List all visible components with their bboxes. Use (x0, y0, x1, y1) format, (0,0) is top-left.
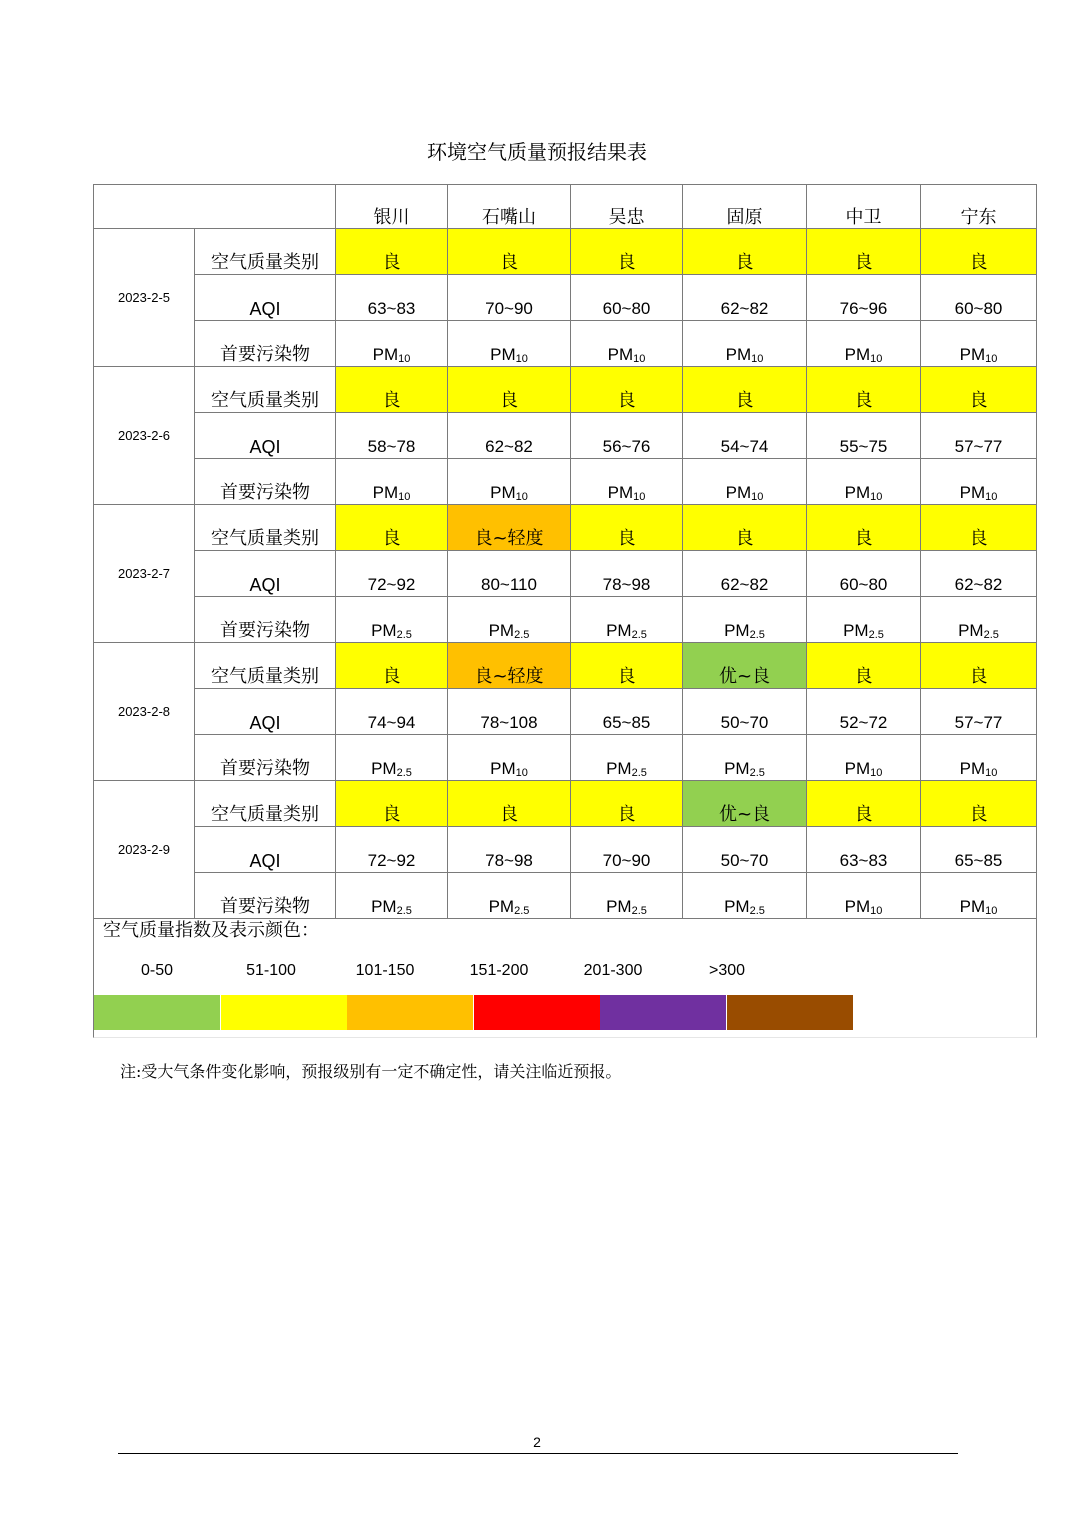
row-label-pollutant: 首要污染物 (195, 459, 336, 505)
pollutant-subscript: 10 (515, 491, 528, 503)
city-header: 石嘴山 (448, 185, 571, 229)
aqi-cell: 72~92 (336, 827, 448, 873)
pollutant-cell: $PM_{2.5}$ (448, 873, 571, 919)
category-cell: 良 (448, 229, 571, 275)
pollutant-subscript: 10 (515, 767, 528, 779)
pollutant-subscript: 2.5 (631, 767, 647, 779)
pollutant-cell: $PM_{10}$ (921, 735, 1037, 781)
legend-color-swatch (347, 995, 473, 1030)
category-cell: 良~轻度 (448, 643, 571, 689)
pollutant-cell: $PM_{2.5}$ (683, 597, 807, 643)
city-header: 中卫 (807, 185, 921, 229)
pollutant-subscript: 10 (985, 767, 998, 779)
city-header: 吴忠 (571, 185, 683, 229)
legend-range-label: >300 (708, 962, 746, 979)
pollutant-subscript: 10 (633, 491, 646, 503)
aqi-cell: 56~76 (571, 413, 683, 459)
row-label-aqi: AQI (195, 551, 336, 597)
aqi-cell: 57~77 (921, 413, 1037, 459)
category-cell: 良 (336, 229, 448, 275)
pollutant-subscript: 10 (870, 905, 883, 917)
pollutant-cell: $PM_{2.5}$ (683, 735, 807, 781)
pollutant-cell: $PM_{10}$ (921, 321, 1037, 367)
aqi-legend (93, 906, 1037, 1038)
pollutant-subscript: 10 (985, 353, 998, 365)
legend-color-swatch (600, 995, 726, 1030)
aqi-cell: 78~98 (571, 551, 683, 597)
pollutant-subscript: 10 (633, 353, 646, 365)
pollutant-cell: $PM_{10}$ (807, 735, 921, 781)
aqi-cell: 60~80 (571, 275, 683, 321)
aqi-cell: 78~108 (448, 689, 571, 735)
pollutant-cell: $PM_{10}$ (683, 459, 807, 505)
date-cell: 2023-2-6 (94, 367, 195, 505)
forecast-table (93, 184, 1037, 919)
legend-range-label: 151-200 (469, 962, 529, 979)
category-cell: 良 (571, 229, 683, 275)
pollutant-cell: $PM_{10}$ (448, 735, 571, 781)
aqi-cell: 62~82 (683, 551, 807, 597)
forecast-note: 注:受大气条件变化影响，预报级别有一定不确定性，请关注临近预报。 (120, 1062, 622, 1081)
row-label-aqi: AQI (195, 275, 336, 321)
pollutant-subscript: 10 (751, 491, 764, 503)
date-cell: 2023-2-8 (94, 643, 195, 781)
row-label-aqi: AQI (195, 827, 336, 873)
category-cell: 良 (921, 505, 1037, 551)
category-row (94, 781, 1037, 827)
category-cell: 良 (683, 367, 807, 413)
aqi-cell: 63~83 (336, 275, 448, 321)
pollutant-subscript: 2.5 (749, 629, 765, 641)
category-cell: 良 (448, 781, 571, 827)
category-row (94, 229, 1037, 275)
pollutant-subscript: 2.5 (983, 629, 999, 641)
row-label-pollutant: 首要污染物 (195, 597, 336, 643)
date-cell: 2023-2-7 (94, 505, 195, 643)
legend-range-label: 101-150 (355, 962, 415, 979)
aqi-row (94, 275, 1037, 321)
category-cell: 良~轻度 (448, 505, 571, 551)
row-label-pollutant: 首要污染物 (195, 735, 336, 781)
pollutant-subscript: 2.5 (396, 629, 412, 641)
city-header: 银川 (336, 185, 448, 229)
city-header: 宁东 (921, 185, 1037, 229)
pollutant-cell: $PM_{10}$ (807, 873, 921, 919)
pollutant-subscript: 10 (870, 353, 883, 365)
category-cell: 良 (336, 505, 448, 551)
pollutant-cell: $PM_{10}$ (336, 459, 448, 505)
category-cell: 良 (921, 367, 1037, 413)
aqi-cell: 62~82 (683, 275, 807, 321)
row-label-category: 空气质量类别 (195, 643, 336, 689)
pollutant-cell: $PM_{2.5}$ (807, 597, 921, 643)
pollutant-cell: $PM_{10}$ (571, 321, 683, 367)
page-number: 2 (533, 1434, 541, 1450)
category-row (94, 367, 1037, 413)
category-cell: 良 (807, 367, 921, 413)
aqi-cell: 62~82 (921, 551, 1037, 597)
pollutant-row (94, 597, 1037, 643)
aqi-cell: 60~80 (807, 551, 921, 597)
aqi-cell: 62~82 (448, 413, 571, 459)
pollutant-cell: $PM_{2.5}$ (921, 597, 1037, 643)
category-cell: 良 (807, 643, 921, 689)
pollutant-cell: $PM_{10}$ (571, 459, 683, 505)
row-label-category: 空气质量类别 (195, 229, 336, 275)
category-cell: 良 (921, 229, 1037, 275)
category-cell: 良 (921, 781, 1037, 827)
legend-color-swatch (727, 995, 853, 1030)
category-cell: 优~良 (683, 643, 807, 689)
row-label-pollutant: 首要污染物 (195, 873, 336, 919)
aqi-cell: 57~77 (921, 689, 1037, 735)
category-cell: 良 (336, 643, 448, 689)
header-row (94, 185, 1037, 229)
header-corner (94, 185, 336, 229)
pollutant-subscript: 10 (751, 353, 764, 365)
category-row (94, 505, 1037, 551)
pollutant-subscript: 10 (515, 353, 528, 365)
aqi-cell: 70~90 (448, 275, 571, 321)
category-cell: 良 (448, 367, 571, 413)
pollutant-cell: $PM_{10}$ (921, 459, 1037, 505)
aqi-cell: 52~72 (807, 689, 921, 735)
pollutant-subscript: 2.5 (396, 767, 412, 779)
category-cell: 良 (571, 781, 683, 827)
category-cell: 良 (807, 505, 921, 551)
pollutant-subscript: 10 (398, 491, 411, 503)
pollutant-cell: $PM_{10}$ (448, 459, 571, 505)
aqi-cell: 70~90 (571, 827, 683, 873)
aqi-cell: 80~110 (448, 551, 571, 597)
category-cell: 良 (571, 505, 683, 551)
category-cell: 良 (336, 781, 448, 827)
pollutant-subscript: 2.5 (631, 629, 647, 641)
pollutant-row (94, 321, 1037, 367)
pollutant-row (94, 735, 1037, 781)
pollutant-cell: $PM_{2.5}$ (683, 873, 807, 919)
aqi-row (94, 413, 1037, 459)
pollutant-cell: $PM_{10}$ (683, 321, 807, 367)
aqi-row (94, 551, 1037, 597)
category-cell: 优~良 (683, 781, 807, 827)
legend-color-swatch (474, 995, 600, 1030)
pollutant-cell: $PM_{10}$ (807, 321, 921, 367)
pollutant-subscript: 2.5 (868, 629, 884, 641)
city-header: 固原 (683, 185, 807, 229)
aqi-cell: 63~83 (807, 827, 921, 873)
category-cell: 良 (571, 367, 683, 413)
category-cell: 良 (571, 643, 683, 689)
pollutant-cell: $PM_{2.5}$ (571, 597, 683, 643)
date-cell: 2023-2-9 (94, 781, 195, 919)
pollutant-subscript: 10 (985, 491, 998, 503)
legend-title: 空气质量指数及表示颜色： (103, 920, 319, 941)
aqi-cell: 78~98 (448, 827, 571, 873)
pollutant-cell: $PM_{2.5}$ (448, 597, 571, 643)
pollutant-subscript: 10 (870, 767, 883, 779)
pollutant-subscript: 10 (870, 491, 883, 503)
aqi-cell: 65~85 (921, 827, 1037, 873)
aqi-cell: 54~74 (683, 413, 807, 459)
aqi-row (94, 827, 1037, 873)
row-label-category: 空气质量类别 (195, 781, 336, 827)
aqi-cell: 65~85 (571, 689, 683, 735)
legend-range-label: 201-300 (583, 962, 643, 979)
category-row (94, 643, 1037, 689)
pollutant-cell: $PM_{10}$ (336, 321, 448, 367)
aqi-cell: 58~78 (336, 413, 448, 459)
legend-color-swatch (221, 995, 347, 1030)
legend-color-swatch (94, 995, 220, 1030)
category-cell: 良 (336, 367, 448, 413)
row-label-pollutant: 首要污染物 (195, 321, 336, 367)
pollutant-subscript: 2.5 (631, 905, 647, 917)
table-title: 环境空气质量预报结果表 (427, 140, 647, 164)
category-cell: 良 (921, 643, 1037, 689)
category-cell: 良 (683, 505, 807, 551)
pollutant-subscript: 2.5 (749, 905, 765, 917)
pollutant-subscript: 2.5 (514, 905, 530, 917)
row-label-aqi: AQI (195, 689, 336, 735)
aqi-cell: 72~92 (336, 551, 448, 597)
pollutant-cell: $PM_{2.5}$ (336, 597, 448, 643)
category-cell: 良 (683, 229, 807, 275)
pollutant-cell: $PM_{10}$ (921, 873, 1037, 919)
legend-range-label: 51-100 (246, 962, 296, 979)
category-cell: 良 (807, 781, 921, 827)
aqi-cell: 50~70 (683, 827, 807, 873)
row-label-category: 空气质量类别 (195, 505, 336, 551)
pollutant-cell: $PM_{10}$ (807, 459, 921, 505)
row-label-category: 空气质量类别 (195, 367, 336, 413)
pollutant-cell: $PM_{2.5}$ (336, 873, 448, 919)
legend-range-label: 0-50 (140, 962, 174, 979)
aqi-cell: 50~70 (683, 689, 807, 735)
pollutant-subscript: 2.5 (396, 905, 412, 917)
pollutant-subscript: 2.5 (749, 767, 765, 779)
pollutant-subscript: 10 (398, 353, 411, 365)
aqi-cell: 55~75 (807, 413, 921, 459)
category-cell: 良 (807, 229, 921, 275)
aqi-cell: 74~94 (336, 689, 448, 735)
date-cell: 2023-2-5 (94, 229, 195, 367)
pollutant-subscript: 2.5 (514, 629, 530, 641)
pollutant-cell: $PM_{2.5}$ (336, 735, 448, 781)
aqi-cell: 60~80 (921, 275, 1037, 321)
aqi-row (94, 689, 1037, 735)
pollutant-cell: $PM_{2.5}$ (571, 873, 683, 919)
row-label-aqi: AQI (195, 413, 336, 459)
pollutant-subscript: 10 (985, 905, 998, 917)
aqi-cell: 76~96 (807, 275, 921, 321)
footer-divider (118, 1453, 958, 1454)
pollutant-cell: $PM_{10}$ (448, 321, 571, 367)
pollutant-row (94, 459, 1037, 505)
pollutant-cell: $PM_{2.5}$ (571, 735, 683, 781)
